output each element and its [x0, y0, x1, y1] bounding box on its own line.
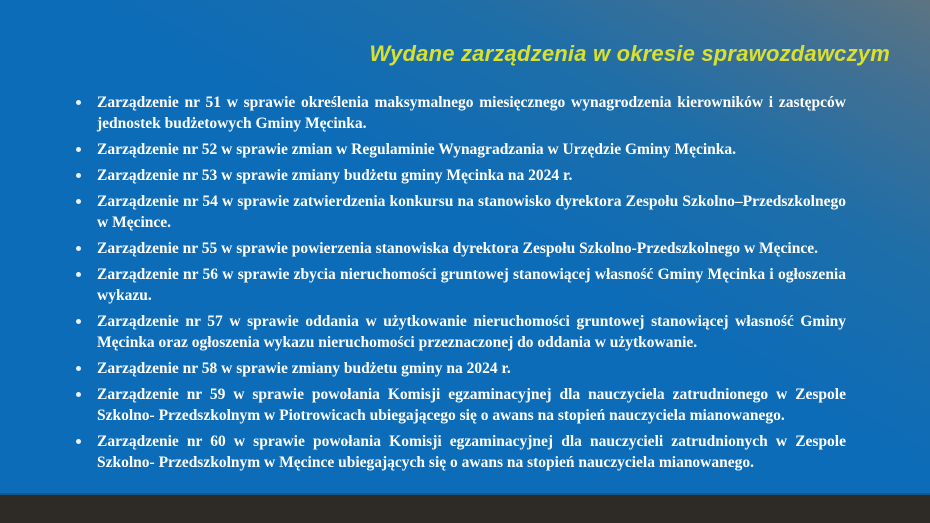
- list-item-text: Zarządzenie nr 52 w sprawie zmian w Regulaminie Wynagradzania w Urzędzie Gminy Męcinka.: [97, 141, 737, 158]
- bullet-icon: [76, 392, 81, 397]
- list-item: [97, 165, 846, 186]
- bullet-icon: [76, 246, 81, 251]
- list-item: [97, 311, 846, 353]
- bullet-icon: [76, 173, 81, 178]
- list-item: [97, 139, 846, 160]
- list-item: [97, 264, 846, 306]
- list-item: [97, 384, 846, 426]
- bullet-icon: [76, 272, 81, 277]
- list-item: [97, 238, 846, 259]
- bullet-icon: [76, 366, 81, 371]
- list-item-text: Zarządzenie nr 59 w sprawie powołania Komisji egzaminacyjnej dla nauczyciela zatrudnionego w Zespole Szkolno- Przedszkolnym w Piotrowicach ubiegającego się o awans na stopień nauczyciela mianowanego.: [97, 386, 846, 424]
- list-item-text: Zarządzenie nr 53 w sprawie zmiany budżetu gminy Męcinka na 2024 r.: [97, 167, 573, 184]
- decree-list: [97, 92, 846, 478]
- list-item-text: Zarządzenie nr 55 w sprawie powierzenia stanowiska dyrektora Zespołu Szkolno-Przedszkolnego w Męcince.: [97, 240, 818, 257]
- slide-title: Wydane zarządzenia w okresie sprawozdawczym: [369, 41, 890, 66]
- list-item-text: Zarządzenie nr 57 w sprawie oddania w użytkowanie nieruchomości gruntowej stanowiącej własność Gminy Męcinka oraz ogłoszenia wykazu nieruchomości przeznaczonej do oddania w użytkowanie.: [97, 313, 846, 351]
- list-item-text: Zarządzenie nr 60 w sprawie powołania Komisji egzaminacyjnej dla nauczycieli zatrudnionych w Zespole Szkolno- Przedszkolnym w Męcince ubiegających się o awans na stopień nauczyciela mianowanego.: [97, 433, 846, 471]
- bullet-icon: [76, 147, 81, 152]
- bullet-icon: [76, 319, 81, 324]
- list-item-text: Zarządzenie nr 51 w sprawie określenia maksymalnego miesięcznego wynagrodzenia kierowników i zastępców jednostek budżetowych Gminy Męcinka.: [97, 94, 846, 132]
- list-item-text: Zarządzenie nr 56 w sprawie zbycia nieruchomości gruntowej stanowiącej własność Gminy Męcinka i ogłoszenia wykazu.: [97, 266, 846, 304]
- list-item: [97, 431, 846, 473]
- bullet-icon: [76, 100, 81, 105]
- bullet-icon: [76, 199, 81, 204]
- list-item: [97, 358, 846, 379]
- list-item: [97, 92, 846, 134]
- footer-bar: [0, 493, 930, 523]
- bullet-icon: [76, 439, 81, 444]
- list-item-text: Zarządzenie nr 54 w sprawie zatwierdzenia konkursu na stanowisko dyrektora Zespołu Szkolno–Przedszkolnego w Męcince.: [97, 193, 846, 231]
- list-item-text: Zarządzenie nr 58 w sprawie zmiany budżetu gminy na 2024 r.: [97, 360, 511, 377]
- list-item: [97, 191, 846, 233]
